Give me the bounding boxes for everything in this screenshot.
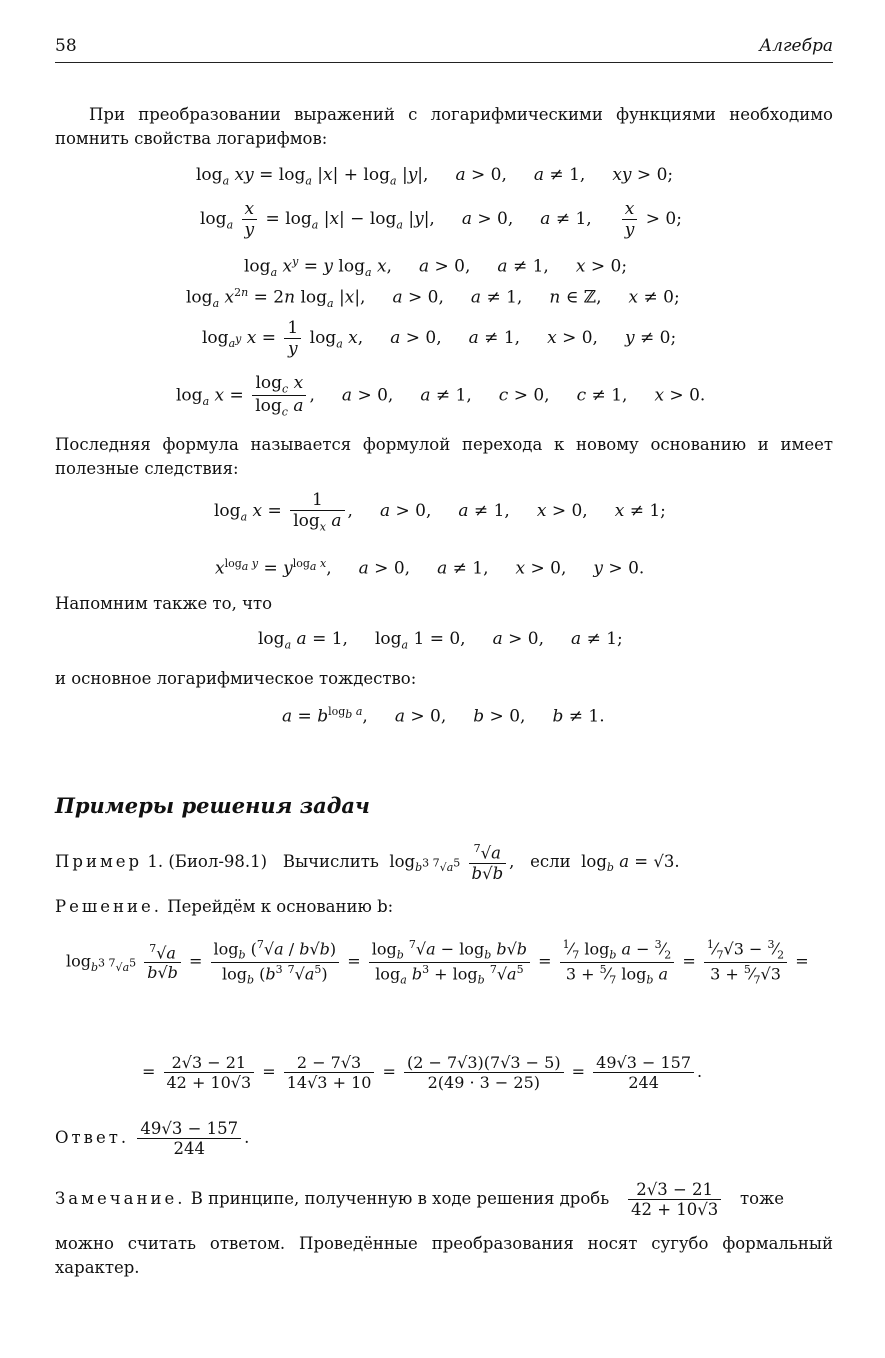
answer-label: Ответ. — [55, 1128, 130, 1147]
remark-label: Замечание. — [55, 1189, 186, 1208]
intro-paragraph: При преобразовании выражений с логарифмическими функциями необходимо помнить свойства логарифмов: — [55, 105, 833, 148]
example-task: Вычислить — [282, 851, 379, 871]
recall-paragraph: Напомним также то, что — [55, 594, 273, 613]
identity-paragraph: и основное логарифмическое тождество: — [55, 669, 417, 688]
answer-numerator: 49√3 − 157 — [137, 1119, 241, 1139]
solution-step-1: $\log_{b^3 ^7√a^5}$ $\frac{^7√a}{b√b}$ = $\frac{\log_b (^7√a / b√b)}{\log_b (b^3 ^7√a^5)}$ = $\frac{\log_b ^7√a - \log_b b√b}{\log_a b^3 + \log_b ^7√a^5}$ = $\frac{^1⁄_7 \log_b a - ^3⁄_2}{3 + ^5⁄_7 \log_b a}$ = $\frac{^1⁄_7√3 - ^3⁄_2}{3 + ^5⁄_7√3}$ = — [66, 938, 809, 987]
remark-fraction-den: 42 + 10√3 — [630, 1200, 719, 1219]
solution-intro — [55, 897, 393, 916]
page-number: 58 — [55, 36, 77, 56]
formula-change-of-base: $\log_a x$ = $\frac{\log_c x}{\log_c a}$ , a > 0, a ≠ 1, c > 0, c ≠ 1, x > 0. — [176, 373, 706, 419]
running-header — [55, 36, 833, 63]
formula-reciprocal: $\log_a x$ = $\frac{1}{\log_x a}$ , a > 0, a ≠ 1, x > 0, x ≠ 1; — [214, 490, 666, 534]
example-statement: Пример 1. (Биол-98.1) Вычислить $\log_{b^3 ^7√a^5}$ $\frac{^7√a}{b√b}$ , если $\log_b a = √3$. — [55, 842, 680, 883]
remark-text-after: тоже — [740, 1189, 785, 1208]
example-number: 1. — [147, 851, 164, 871]
transition-paragraph: Последняя формула называется формулой перехода к новому основанию и имеет полезные следствия: — [55, 435, 833, 478]
example-source: (Биол-98.1) — [168, 851, 268, 871]
section-title: Примеры решения задач — [55, 793, 370, 818]
remark-fraction-num: 2√3 − 21 — [628, 1180, 721, 1200]
solution-label: Решение. — [55, 897, 162, 916]
formula-log-power: $\log_a x^y = y$ $\log_a x$, a > 0, a ≠ 1, x > 0; — [244, 255, 628, 280]
formula-log-identity: $a = b^{log_b a}$, a > 0, b > 0, b ≠ 1. — [282, 705, 605, 727]
formula-log-power-base: $\log_{a^y} x$ = $\frac{1}{y}$ $\log_a x$, a > 0, a ≠ 1, x > 0, y ≠ 0; — [202, 318, 677, 359]
remark-line — [55, 1180, 784, 1219]
formula-log-even-power: $\log_a x^{2n} = 2n$ $\log_a |x|$, a > 0, a ≠ 1, n ∈ ℤ, x ≠ 0; — [186, 286, 680, 311]
example-label: Пример — [55, 851, 143, 871]
remark-text: В принципе, полученную в ходе решения дробь — [190, 1189, 610, 1208]
example-condition: если — [530, 851, 571, 871]
remark-continuation: можно считать ответом. Проведённые преобразования носят сугубо формальный характер. — [55, 1234, 833, 1277]
solution-text: Перейдём к основанию b: — [167, 897, 394, 916]
formula-log-quotient: $\log_a$ $\frac{x}{y}$ = $\log_a |x| - \log_a |y|$, a > 0, a ≠ 1, $\frac{x}{y}$ > 0; — [200, 199, 682, 240]
formula-swap-exponent: $x^{log_a y} = y^{log_a x}$, a > 0, a ≠ 1, x > 0, y > 0. — [215, 557, 645, 579]
formula-basic-values: $\log_a a = 1$, $\log_a 1 = 0$, a > 0, a ≠ 1; — [258, 629, 623, 652]
answer-denominator: 244 — [173, 1139, 205, 1158]
section-name: Алгебра — [759, 36, 833, 56]
solution-step-2: = $\frac{2√3 - 21}{42 + 10√3}$ = $\frac{2 - 7√3}{14√3 + 10}$ = $\frac{(2 - 7√3)(7√3 - 5)}{2(49 \cdot 3 - 25)}$ = $\frac{49√3 - 157}{244}$ . — [142, 1053, 703, 1092]
formula-log-product: $\log_a$ xy = $\log_a |x| + \log_a |y|$, a > 0, a ≠ 1, xy > 0; — [196, 165, 674, 188]
answer: Ответ. $\frac{49√3 - 157}{244}$ . — [55, 1119, 250, 1158]
